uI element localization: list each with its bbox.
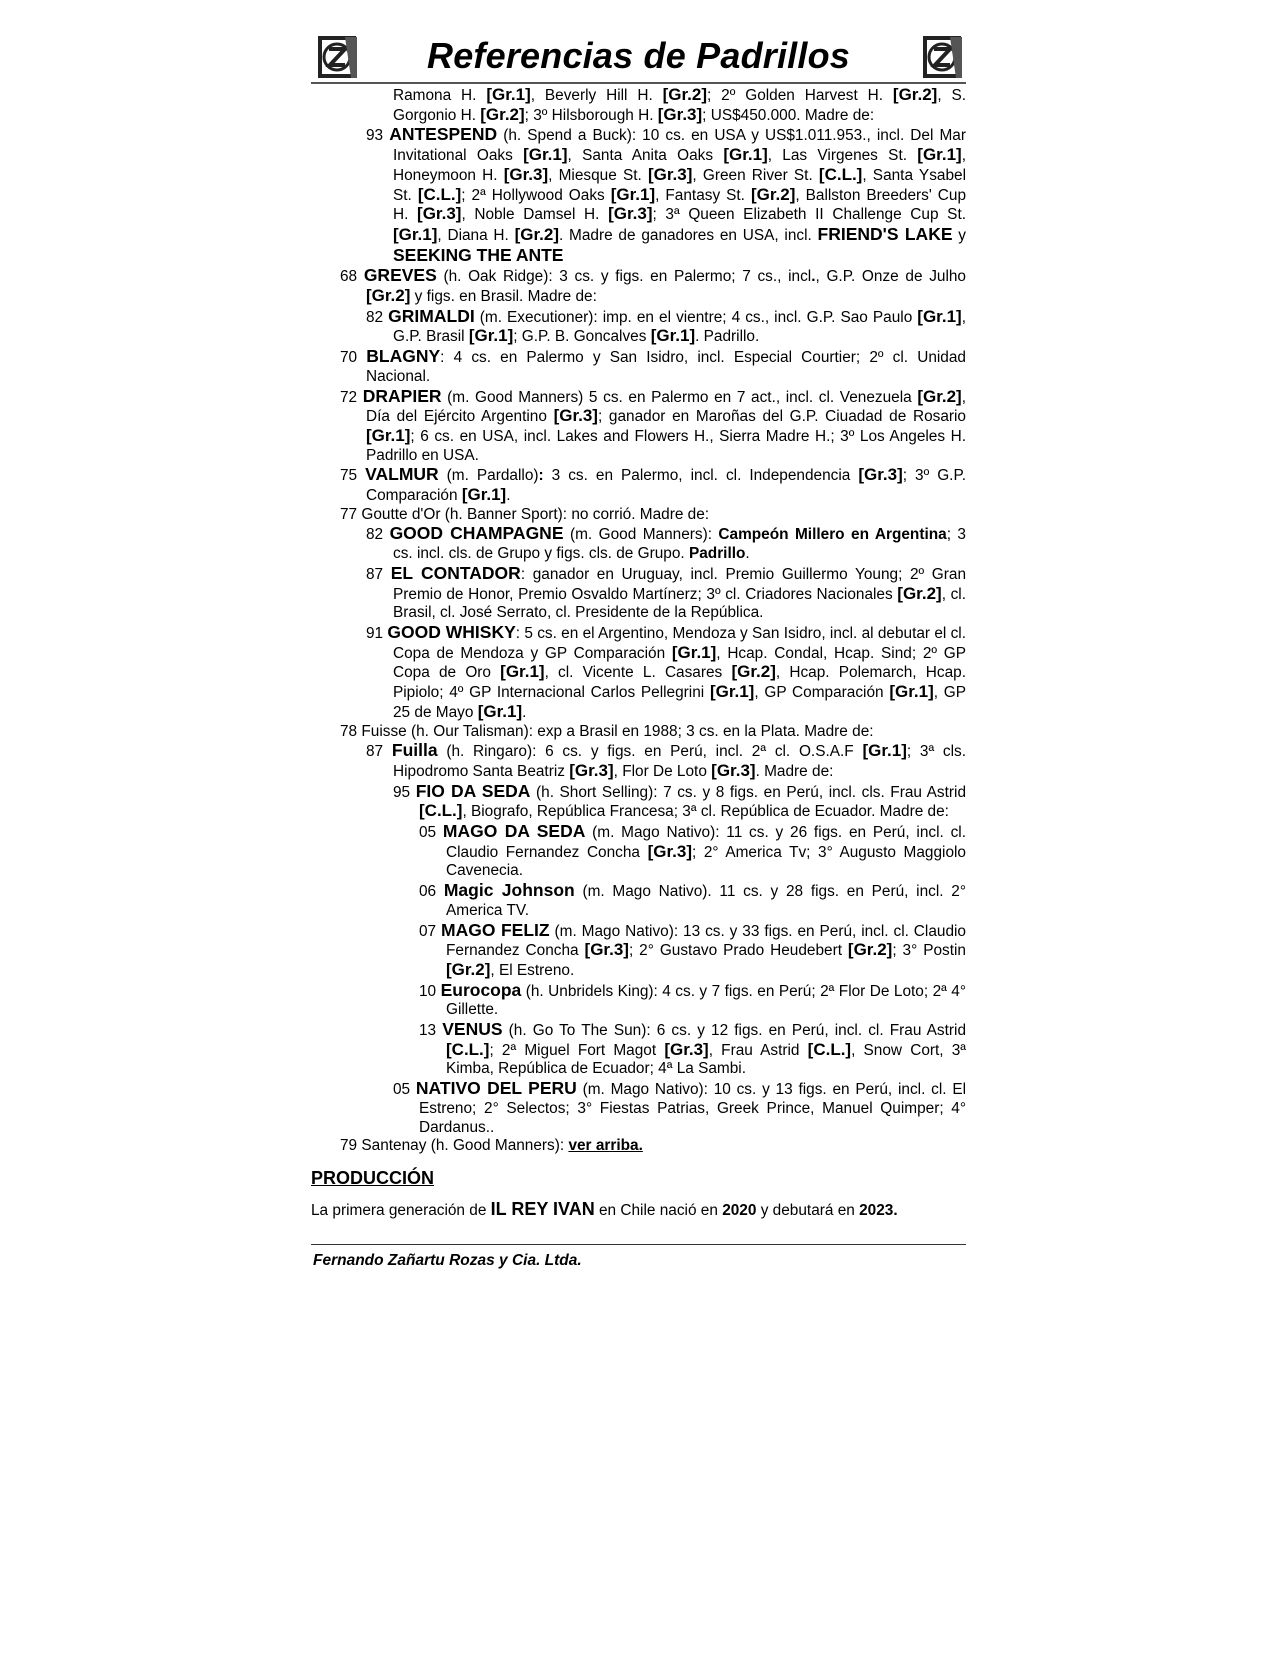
bold-text: : xyxy=(538,467,544,485)
footer-company: Fernando Zañartu Rozas y Cia. Ltda. xyxy=(313,1252,582,1269)
pedigree-entry: 68 GREVES (h. Oak Ridge): 3 cs. y figs. en Palermo; 7 cs., incl., G.P. Onze de Julho [Gr.2] y figs. en Brasil. Madre de: xyxy=(340,265,966,306)
bold-text: Padrillo xyxy=(688,545,746,563)
grade-badge: [Gr.2] xyxy=(750,184,796,204)
grade-badge: [Gr.3] xyxy=(858,465,903,485)
grade-badge: [C.L.] xyxy=(818,164,863,184)
pedigree-entry: 87 EL CONTADOR: ganador en Uruguay, incl. Premio Guillermo Young; 2º Gran Premio de Honor, Premio Osvaldo Martínerz; 3º cl. Criadores Nacionales [Gr.2], cl. Brasil, cl. José Serrato, cl. Presidente de la República. xyxy=(366,562,967,622)
grade-badge: [C.L.] xyxy=(419,801,463,821)
pedigree-entry: 75 VALMUR (m. Pardallo): 3 cs. en Palermo, incl. cl. Independencia [Gr.3]; 3º G.P. Comparación [Gr.1]. xyxy=(340,464,967,505)
pedigree-entry: 05 MAGO DA SEDA (m. Mago Nativo): 11 cs. y 26 figs. en Perú, incl. cl. Claudio Fernandez Concha [Gr.3]; 2° America Tv; 3° Augusto Maggiolo Cavenecia. xyxy=(419,821,966,880)
pedigree-entry: 93 ANTESPEND (h. Spend a Buck): 10 cs. en USA y US$1.011.953., incl. Del Mar Invitational Oaks [Gr.1], Santa Anita Oaks [Gr.1], Las Virgenes St. [Gr.1], Honeymoon H. [Gr.3], Miesque St. [Gr.3], Green River St. [C.L.], Santa Ysabel St. [C.L.]; 2ª Hollywood Oaks [Gr.1], Fantasy St. [Gr.2], Ballston Breeders' Cup H. [Gr.3], Noble Damsel H. [Gr.3]; 3ª Queen Elizabeth II Challenge Cup St. [Gr.1], Diana H. [Gr.2]. Madre de ganadores en USA, incl. FRIEND'S LAKE y SEEKING THE ANTE xyxy=(366,124,967,265)
horse-name: VENUS xyxy=(442,1019,503,1040)
production-heading: PRODUCCIÓN xyxy=(311,1167,435,1188)
grade-badge: [Gr.2] xyxy=(917,386,962,406)
grade-badge: [C.L.] xyxy=(446,1039,490,1059)
bold-text: . xyxy=(811,268,816,286)
horse-name: IL REY IVAN xyxy=(490,1198,595,1219)
grade-badge: [Gr.2] xyxy=(366,286,411,306)
pedigree-entry: 95 FIO DA SEDA (h. Short Selling): 7 cs. y 8 figs. en Perú, incl. cls. Frau Astrid [C.L.], Biografo, República Francesa; 3ª cl. República de Ecuador. Madre de: xyxy=(393,780,966,821)
grade-badge: [Gr.1] xyxy=(650,326,696,346)
grade-badge: [Gr.3] xyxy=(711,760,756,780)
pedigree-entry: 91 GOOD WHISKY: 5 cs. en el Argentino, Mendoza y San Isidro, incl. al debutar el cl. Copa de Mendoza y GP Comparación [Gr.1], Hcap. Condal, Hcap. Sind; 2º GP Copa de Oro [Gr.1], cl. Vicente L. Casares [Gr.2], Hcap. Polemarch, Hcap. Pipiolo; 4º GP Internacional Carlos Pellegrini [Gr.1], GP Comparación [Gr.1], GP 25 de Mayo [Gr.1]. xyxy=(366,621,966,721)
grade-badge: [Gr.3] xyxy=(584,940,629,960)
horse-name: NATIVO DEL PERU xyxy=(415,1078,577,1099)
pedigree-entries xyxy=(311,86,966,1156)
horse-name: FRIEND'S LAKE xyxy=(817,223,953,244)
horse-name: GREVES xyxy=(363,265,437,286)
pedigree-entry: 87 Fuilla (h. Ringaro): 6 cs. y figs. en Perú, incl. 2ª cl. O.S.A.F [Gr.1]; 3ª cls. Hipodromo Santa Beatriz [Gr.3], Flor De Loto [Gr.3]. Madre de: xyxy=(366,740,966,780)
grade-badge: [Gr.2] xyxy=(480,104,525,124)
page-header xyxy=(311,30,966,84)
footer-divider xyxy=(311,1244,966,1245)
grade-badge: [Gr.3] xyxy=(503,164,549,184)
document-page xyxy=(311,30,967,1269)
horse-name: GOOD WHISKY xyxy=(387,621,516,642)
grade-badge: [Gr.1] xyxy=(477,701,523,721)
horse-name: EL CONTADOR xyxy=(390,562,521,583)
grade-badge: [Gr.1] xyxy=(500,662,545,682)
horse-name: MAGO FELIZ xyxy=(441,919,550,940)
grade-badge: [Gr.3] xyxy=(647,841,692,861)
horse-name: GOOD CHAMPAGNE xyxy=(389,523,564,544)
horse-name: Eurocopa xyxy=(440,979,522,1000)
grade-badge: [Gr.3] xyxy=(608,204,653,224)
grade-badge: [Gr.3] xyxy=(664,1039,709,1059)
grade-badge: [Gr.3] xyxy=(657,104,703,124)
grade-badge: [Gr.1] xyxy=(523,145,568,165)
pedigree-entry: 13 VENUS (h. Go To The Sun): 6 cs. y 12 figs. en Perú, incl. cl. Frau Astrid [C.L.]; 2ª Miguel Fort Magot [Gr.3], Frau Astrid [C.L.], Snow Cort, 3ª Kimba, República de Ecuador; 4ª La Sambi. xyxy=(419,1019,966,1078)
pedigree-entry: 70 BLAGNY: 4 cs. en Palermo y San Isidro, incl. Especial Courtier; 2º cl. Unidad Nacional. xyxy=(340,346,966,385)
page-title: Referencias de Padrillos xyxy=(427,35,850,76)
pedigree-entry: 72 DRAPIER (m. Good Manners) 5 cs. en Palermo en 7 act., incl. cl. Venezuela [Gr.2], Día del Ejército Argentino [Gr.3]; ganador en Maroñas del G.P. Ciuadad de Rosario [Gr.1]; 6 cs. en USA, incl. Lakes and Flowers H., Sierra Madre H.; 3º Los Angeles H. Padrillo en USA. xyxy=(340,385,966,464)
pedigree-entry: 05 NATIVO DEL PERU (m. Mago Nativo): 10 cs. y 13 figs. en Perú, incl. cl. El Estreno; 2° Selectos; 3° Fiestas Patrias, Greek Prince, Manuel Quimper; 4° Dardanus.. xyxy=(393,1078,966,1136)
pedigree-entry: 06 Magic Johnson (m. Mago Nativo). 11 cs. y 28 figs. en Perú, incl. 2° America TV. xyxy=(419,880,966,919)
horse-name: ANTESPEND xyxy=(389,124,498,145)
horse-name: Magic Johnson xyxy=(443,880,575,901)
grade-badge: [Gr.1] xyxy=(671,642,717,662)
grade-badge: [Gr.2] xyxy=(446,959,491,979)
grade-badge: [Gr.1] xyxy=(468,326,514,346)
bold-text: 2020 xyxy=(722,1201,757,1219)
grade-badge: [Gr.3] xyxy=(417,204,462,224)
grade-badge: [Gr.2] xyxy=(731,662,776,682)
horse-name: SEEKING THE ANTE xyxy=(393,244,564,265)
grade-badge: [Gr.1] xyxy=(461,485,507,505)
grade-badge: [Gr.1] xyxy=(723,145,768,165)
pedigree-entry: 07 MAGO FELIZ (m. Mago Nativo): 13 cs. y 33 figs. en Perú, incl. cl. Claudio Fernandez Concha [Gr.3]; 2° Gustavo Prado Heudebert [Gr.2]; 3° Postin [Gr.2], El Estreno. xyxy=(419,919,966,979)
grade-badge: [Gr.1] xyxy=(486,85,531,104)
bold-text: 2023. xyxy=(859,1201,898,1219)
grade-badge: [Gr.3] xyxy=(647,164,693,184)
grade-badge: [Gr.2] xyxy=(847,940,893,960)
bold-text: Campeón Millero en Argentina xyxy=(718,526,947,544)
pedigree-entry: 82 GRIMALDI (m. Executioner): imp. en el vientre; 4 cs., incl. G.P. Sao Paulo [Gr.1], G.P. Brasil [Gr.1]; G.P. B. Goncalves [Gr.1]. Padrillo. xyxy=(366,305,966,346)
production-text: La primera generación de IL REY IVAN en Chile nació en 2020 y debutará en 2023. xyxy=(311,1198,898,1219)
horse-name: BLAGNY xyxy=(366,346,441,367)
horse-name: FIO DA SEDA xyxy=(415,780,531,801)
link-text[interactable]: ver arriba. xyxy=(568,1137,643,1155)
grade-badge: [Gr.3] xyxy=(553,406,598,426)
grade-badge: [Gr.1] xyxy=(917,306,962,326)
pedigree-entry: 79 Santenay (h. Good Manners): ver arriba. xyxy=(340,1137,643,1155)
grade-badge: [Gr.1] xyxy=(917,145,962,165)
grade-badge: [Gr.1] xyxy=(862,741,907,761)
grade-badge: [C.L.] xyxy=(417,184,462,204)
grade-badge: [Gr.2] xyxy=(892,85,938,104)
grade-badge: [Gr.1] xyxy=(610,184,656,204)
grade-badge: [Gr.1] xyxy=(393,224,438,244)
grade-badge: [Gr.3] xyxy=(569,760,614,780)
horse-name: VALMUR xyxy=(365,464,439,485)
grade-badge: [Gr.2] xyxy=(897,583,942,603)
pedigree-entry: 10 Eurocopa (h. Unbridels King): 4 cs. y 7 figs. en Perú; 2ª Flor De Loto; 2ª 4° Gillette. xyxy=(419,979,966,1019)
horse-name: MAGO DA SEDA xyxy=(442,821,586,842)
pedigree-entry: Ramona H. [Gr.1], Beverly Hill H. [Gr.2]; 2º Golden Harvest H. [Gr.2], S. Gorgonio H. [Gr.2]; 3º Hilsborough H. [Gr.3]; US$450.000. Madre de: xyxy=(393,85,967,124)
horse-name: GRIMALDI xyxy=(388,305,475,326)
horse-name: Fuilla xyxy=(391,740,438,761)
grade-badge: [Gr.1] xyxy=(366,425,411,445)
grade-badge: [Gr.1] xyxy=(889,682,934,702)
horse-name: DRAPIER xyxy=(362,385,442,406)
zf-monogram-logo-right xyxy=(920,34,964,80)
grade-badge: [Gr.2] xyxy=(514,224,559,244)
grade-badge: [Gr.2] xyxy=(662,85,708,104)
pedigree-entry: 77 Goutte d'Or (h. Banner Sport): no corrió. Madre de: xyxy=(340,505,710,523)
grade-badge: [C.L.] xyxy=(807,1039,852,1059)
pedigree-entry: 78 Fuisse (h. Our Talisman): exp a Brasil en 1988; 3 cs. en la Plata. Madre de: xyxy=(340,722,874,740)
grade-badge: [Gr.1] xyxy=(709,682,755,702)
pedigree-entry: 82 GOOD CHAMPAGNE (m. Good Manners): Campeón Millero en Argentina; 3 cs. incl. cls. de Grupo y figs. cls. de Grupo. Padrillo. xyxy=(366,523,966,563)
